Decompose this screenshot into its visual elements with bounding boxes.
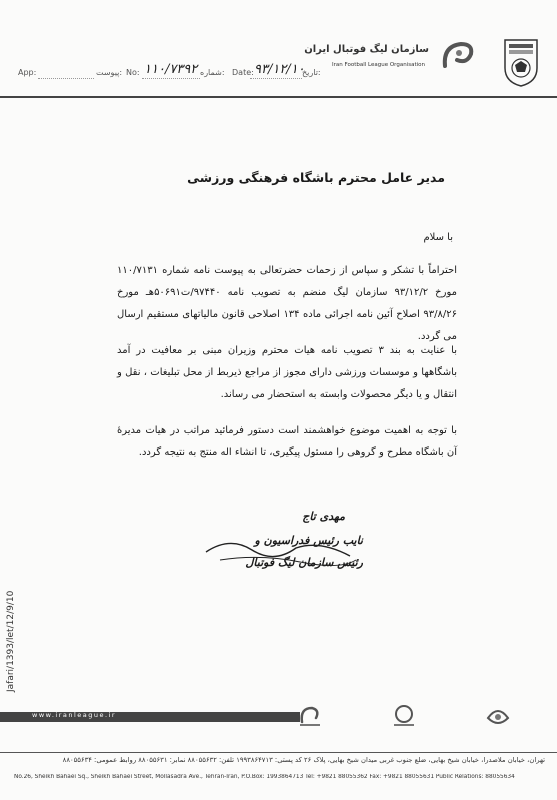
- sponsor-logo-1-icon: [296, 702, 324, 730]
- paragraph-1: احتراماً با تشکر و سپاس از زحمات حضرتعالی به پیوست نامه شماره ۱۱۰/۷۱۳۱ مورخ ۹۳/۱۲/۲ سازمان لیگ منضم به تصویب نامه ۹۷۴۴۰/ت۵۰۶۹۱هـ مورخ ۹۳/۸/۲۶ اصلاح آئین نامه اجرائی ماده ۱۳۴ اصلاحی قانون مالیاتهای مستقیم ارسال می گردد.: [117, 265, 457, 342]
- number-label-en: No:: [126, 68, 140, 77]
- league-swirl-logo-icon: [437, 36, 477, 76]
- date-label-en: Date:: [232, 68, 254, 77]
- addressee: مدیر عامل محترم باشگاه فرهنگی ورزشی: [187, 170, 445, 185]
- paragraph-3: با توجه به اهمیت موضوع خواهشمند است دستور فرمائید مراتب در هیات مدیرهٔ آن باشگاه مطرح و گروهی را مسئول پیگیری، تا انشاء اله منتج به نتیجه گردد.: [117, 425, 457, 458]
- date-value: ۹۳/۱۲/۱۰: [254, 62, 305, 77]
- address-en: No.26, Sheikh Bahaei Sq., Sheikh Bahaei Street, Mollasadra Ave., Tehran-Iran, P.O.Box: 1993864713 Tel: +9821 88055362 Fax: +9821 88055631 Public Relations: 88055634: [14, 774, 515, 780]
- number-value: ۱۱۰/۷۳۹۲: [144, 62, 198, 77]
- side-reference: Jafari/1393/let/12/9/10: [6, 590, 16, 692]
- federation-emblem-icon: [501, 38, 541, 88]
- header-rule: [0, 96, 557, 98]
- footer-rule: [0, 752, 557, 753]
- attachment-label-fa: پیوست:: [96, 68, 123, 77]
- sponsor-logo-2-icon: [390, 702, 418, 730]
- signatory-title-1: نایب رئیس فدراسیون و: [254, 534, 363, 547]
- date-label-fa: تاریخ:: [302, 68, 321, 77]
- address-fa: تهران، خیابان ملاصدرا، خیابان شیخ بهایی، ضلع جنوب غربی میدان شیخ بهایی، پلاک ۲۶ کد پستی: ۱۹۹۳۸۶۴۷۱۳ تلفن: ۸۸۰۵۵۶۳۲ نمابر: ۸۸۰۵۵۶۳۱ روابط عمومی: ۸۸۰۵۵۶۳۴: [62, 756, 545, 764]
- number-underline: [142, 78, 200, 79]
- org-name-fa: سازمان لیگ فوتبال ایران: [304, 44, 429, 55]
- handwritten-signature: [200, 530, 360, 570]
- date-underline: [250, 78, 302, 79]
- paragraph-2: با عنایت به بند ۳ تصویب نامه هیات محترم وزیران مبنی بر معافیت در آمد باشگاهها و موسسات ورزشی دارای مجوز از مراجع ذیربط از محل تبلیغات ، نقل و انتقال و یا دیگر محصولات وابسته به استحضار می رساند.: [117, 345, 458, 400]
- attachment-underline: [38, 78, 94, 79]
- number-label-fa: شماره:: [200, 68, 225, 77]
- website: www.iranleague.ir: [32, 711, 117, 719]
- attachment-label-en: App:: [18, 68, 37, 77]
- signatory-name: مهدی تاج: [302, 510, 345, 523]
- signatory-title-2: رئیس سازمان لیگ فوتبال: [245, 556, 363, 569]
- sponsor-logo-3-icon: [484, 702, 512, 730]
- org-name-en: Iran Football League Organisation: [332, 62, 425, 68]
- greeting: با سلام: [423, 232, 453, 243]
